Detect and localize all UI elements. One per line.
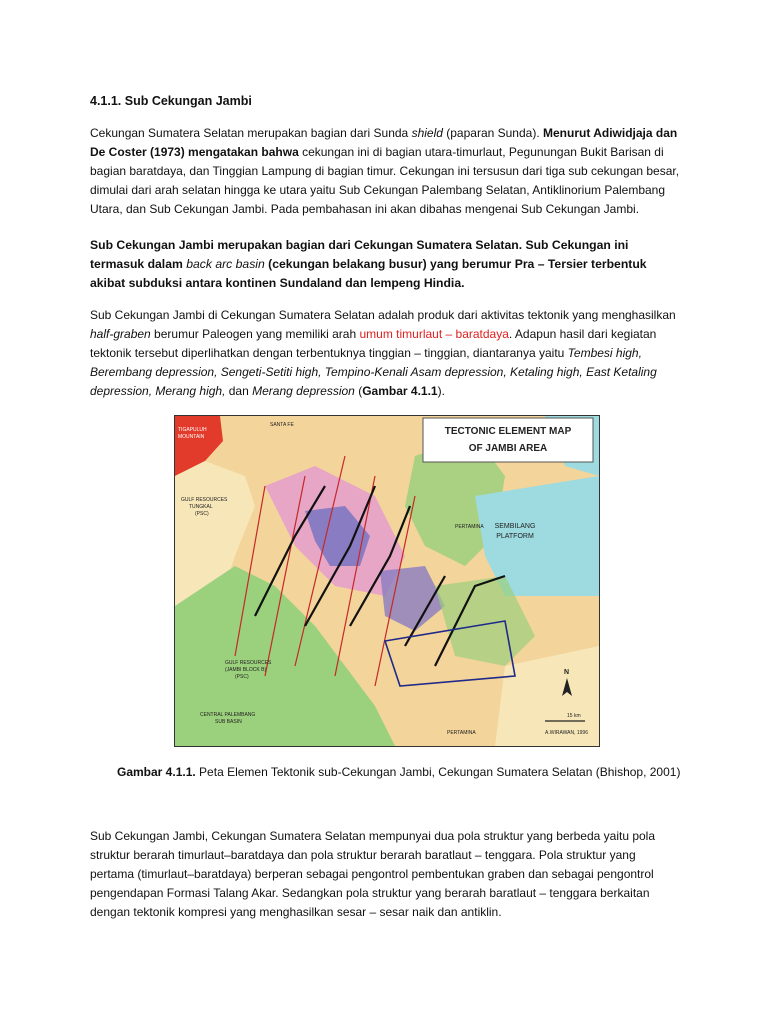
caption-label: Gambar 4.1.1. — [117, 765, 196, 779]
map-label-central-2: SUB BASIN — [215, 719, 242, 725]
map-title-line-1: TECTONIC ELEMENT MAP — [444, 426, 572, 437]
map-scale-label: 15 km — [567, 713, 581, 719]
p3-text-9: ( — [354, 384, 363, 398]
p3-text-4: umum timurlaut – baratdaya — [359, 327, 509, 341]
map-north-label: N — [564, 669, 570, 676]
p2-text-3: (cekungan belakang busur) yang berumur Pra – Tersier terbentuk akibat subduksi antara kontinen Sundaland dan lempeng Hindia. — [90, 257, 647, 290]
map-label-gulf2b: (JAMBI BLOCK B) — [225, 667, 267, 673]
map-label-gulf1b: TUNGKAL — [189, 504, 213, 510]
p2-text-1: Sub Cekungan Jambi merupakan bagian dari Cekungan Sumatera Selatan. Sub Cekungan ini termasuk dalam — [90, 238, 629, 271]
map-label-mountain: MOUNTAIN — [178, 434, 205, 440]
p1-text-3: (paparan Sunda). — [442, 126, 543, 140]
map-title-line-2: OF JAMBI AREA — [468, 443, 548, 454]
p3-text-11: ). — [437, 384, 445, 398]
map-label-gulf2c: (PSC) — [235, 674, 249, 680]
map-title-box — [423, 418, 593, 462]
map-label-author: A.WIRAWAN, 1996 — [545, 730, 588, 736]
p3-text-3: berumur Paleogen yang memiliki arah — [150, 327, 360, 341]
figure-caption — [117, 765, 680, 779]
paragraph-1 — [90, 124, 680, 219]
map-label-gulf1: GULF RESOURCES — [181, 497, 228, 503]
map-label-santafe: SANTA FE — [270, 422, 294, 428]
p3-text-2: half-graben — [90, 327, 151, 341]
section-heading: 4.1.1. Sub Cekungan Jambi — [90, 94, 252, 108]
tectonic-map — [175, 416, 599, 746]
p2-text-2: back arc basin — [186, 257, 265, 271]
paragraph-3 — [90, 306, 680, 401]
paragraph-2 — [90, 236, 680, 293]
p3-text-7: dan — [225, 384, 253, 398]
map-label-sembilang-1: SEMBILANG — [494, 523, 536, 530]
tectonic-map-figure — [174, 415, 600, 747]
map-label-pertamina-2: PERTAMINA — [447, 730, 476, 736]
p3-text-1: Sub Cekungan Jambi di Cekungan Sumatera Selatan adalah produk dari aktivitas tektonik yang menghasilkan — [90, 308, 676, 322]
p1-text-1: Cekungan Sumatera Selatan merupakan bagian dari Sunda — [90, 126, 412, 140]
map-label-pertamina-1: PERTAMINA — [455, 524, 484, 530]
paragraph-4: Sub Cekungan Jambi, Cekungan Sumatera Selatan mempunyai dua pola struktur yang berbeda yaitu pola struktur berarah timurlaut–baratdaya dan pola struktur berarah baratlaut – tenggara. Pola struktur yang pertama (timurlaut–baratdaya) berperan sebagai pengontrol pembentukan graben dan sebagai pengontrol pengendapan Formasi Talang Akar. Sedangkan pola struktur yang berarah baratlaut – tenggara berkaitan dengan tektonik kompresi yang menghasilkan sesar – sesar naik dan antiklin. — [90, 829, 656, 919]
caption-text: Peta Elemen Tektonik sub-Cekungan Jambi, Cekungan Sumatera Selatan (Bhishop, 2001) — [195, 765, 681, 779]
p1-text-4: Menurut Adiwidjaja dan De Coster (1973) mengatakan bahwa — [90, 126, 678, 159]
p1-text-5: cekungan ini di bagian utara-timurlaut, Pegunungan Bukit Barisan di bagian baratdaya, dan Tinggian Lampung di bagian timur. Cekungan ini tersusun dari tiga sub cekungan besar, dimulai dari arah selatan hingga ke utara yaitu Sub Cekungan Palembang Selatan, Antiklinorium Palembang Utara, dan Sub Cekungan Jambi. Pada pembahasan ini akan dibahas mengenai Sub Cekungan Jambi. — [90, 145, 680, 216]
p3-text-5: . Adapun hasil dari kegiatan tektonik tersebut diperlihatkan dengan terbentuknya tinggian – tinggian, diantaranya yaitu — [90, 327, 657, 360]
map-label-tigapuluh: TIGAPULUH — [178, 427, 207, 433]
map-label-sembilang-2: PLATFORM — [496, 533, 534, 540]
p3-text-6: Tembesi high, Berembang depression, Sengeti-Setiti high, Tempino-Kenali Asam depression, Ketaling high, East Ketaling depression, Merang high, — [90, 346, 657, 398]
p3-text-10: Gambar 4.1.1 — [362, 384, 438, 398]
p3-text-8: Merang depression — [252, 384, 355, 398]
map-label-gulf2: GULF RESOURCES — [225, 660, 272, 666]
map-label-central-1: CENTRAL PALEMBANG — [200, 712, 256, 718]
p1-text-2: shield — [411, 126, 443, 140]
map-label-gulf1c: (PSC) — [195, 511, 209, 517]
